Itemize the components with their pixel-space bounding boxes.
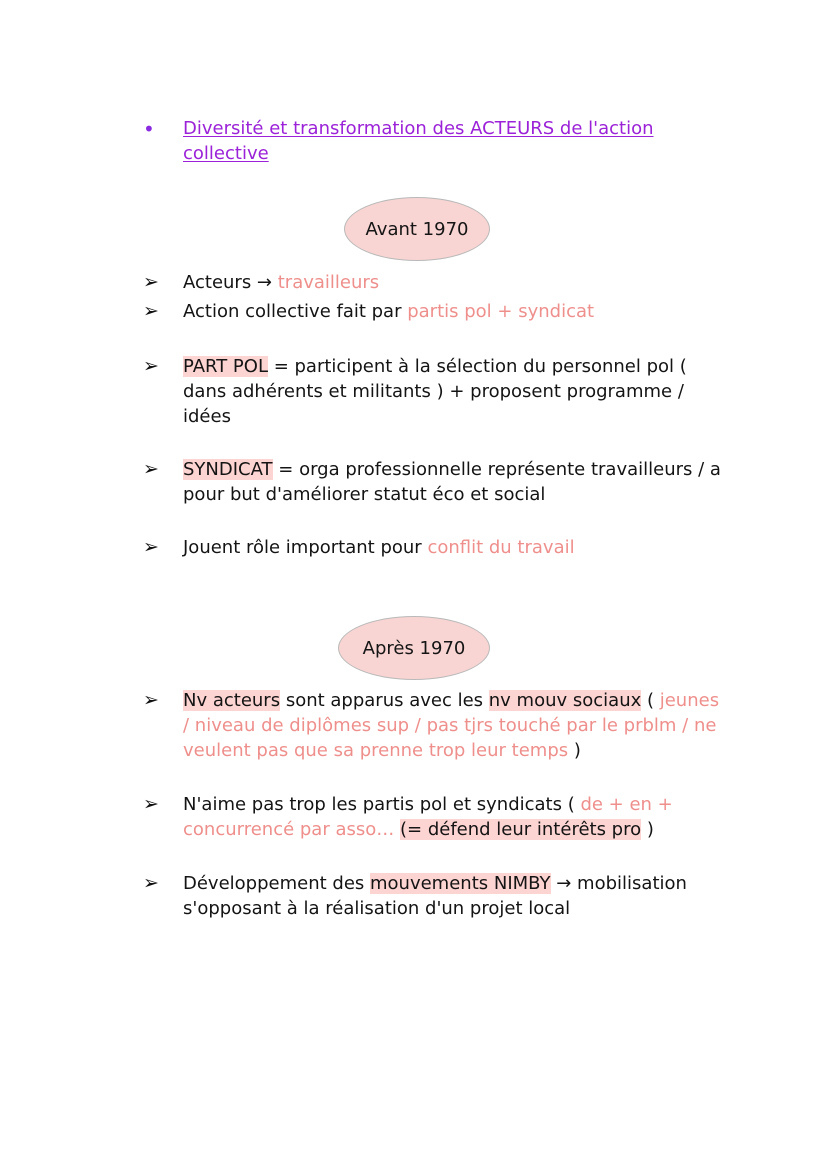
arrow-bullet-icon: ➢ — [143, 536, 159, 558]
pink-text-segment: conflit du travail — [427, 537, 575, 558]
list-item-text — [183, 792, 723, 842]
text-segment: ( — [641, 690, 660, 711]
list-item-text — [183, 688, 723, 763]
text-segment: Développement des — [183, 873, 370, 894]
period-badge-before-label: Avant 1970 — [365, 218, 469, 240]
section-title: Diversité et transformation des ACTEURS de l'action collective — [183, 118, 654, 164]
arrow-bullet-icon: ➢ — [143, 271, 159, 293]
highlighted-term: mouvements NIMBY — [370, 873, 551, 894]
arrow-bullet-icon: ➢ — [143, 458, 159, 480]
text-segment: → mobilisation s'opposant à la réalisation d'un projet local — [183, 873, 687, 919]
arrow-bullet-icon: ➢ — [143, 689, 159, 711]
pink-text-segment: travailleurs — [277, 272, 380, 293]
bullet-icon: • — [143, 117, 155, 141]
highlighted-term: nv mouv sociaux — [488, 690, 642, 711]
period-badge-before — [344, 197, 490, 261]
arrow-bullet-icon: ➢ — [143, 355, 159, 377]
list-item-text — [183, 270, 723, 295]
list-item-text — [183, 299, 723, 324]
text-segment: ) — [641, 819, 654, 840]
text-segment: Jouent rôle important pour — [183, 537, 428, 558]
arrow-bullet-icon: ➢ — [143, 793, 159, 815]
text-segment: Acteurs → — [183, 272, 278, 293]
period-badge-after-label: Après 1970 — [362, 637, 466, 659]
text-segment: N'aime pas trop les partis pol et syndicats ( — [183, 794, 581, 815]
highlighted-term: (= défend leur intérêts pro — [400, 819, 642, 840]
highlighted-term: Nv acteurs — [183, 690, 281, 711]
text-segment: Action collective fait par — [183, 301, 408, 322]
list-item-text — [183, 871, 723, 921]
list-item-text — [183, 354, 723, 429]
highlighted-term: SYNDICAT — [183, 459, 273, 480]
arrow-bullet-icon: ➢ — [143, 872, 159, 894]
text-segment: = participent à la sélection du personnel pol ( dans adhérents et militants ) + proposent programme / idées — [183, 356, 687, 427]
text-segment: ) — [568, 740, 581, 761]
pink-text-segment: jeunes / niveau de diplômes sup / pas tjrs touché par le prblm / ne veulent pas que sa prenne trop leur temps — [183, 690, 720, 761]
period-badge-after — [338, 616, 490, 680]
pink-text-segment: de + en + concurrencé par asso… — [183, 794, 673, 840]
list-item-text — [183, 535, 723, 560]
text-segment: = orga professionnelle représente travailleurs / a pour but d'améliorer statut éco et social — [183, 459, 721, 505]
highlighted-term: PART POL — [183, 356, 268, 377]
list-item-text — [183, 457, 723, 507]
pink-text-segment: partis pol + syndicat — [407, 301, 595, 322]
text-segment: sont apparus avec les — [280, 690, 489, 711]
arrow-bullet-icon: ➢ — [143, 300, 159, 322]
